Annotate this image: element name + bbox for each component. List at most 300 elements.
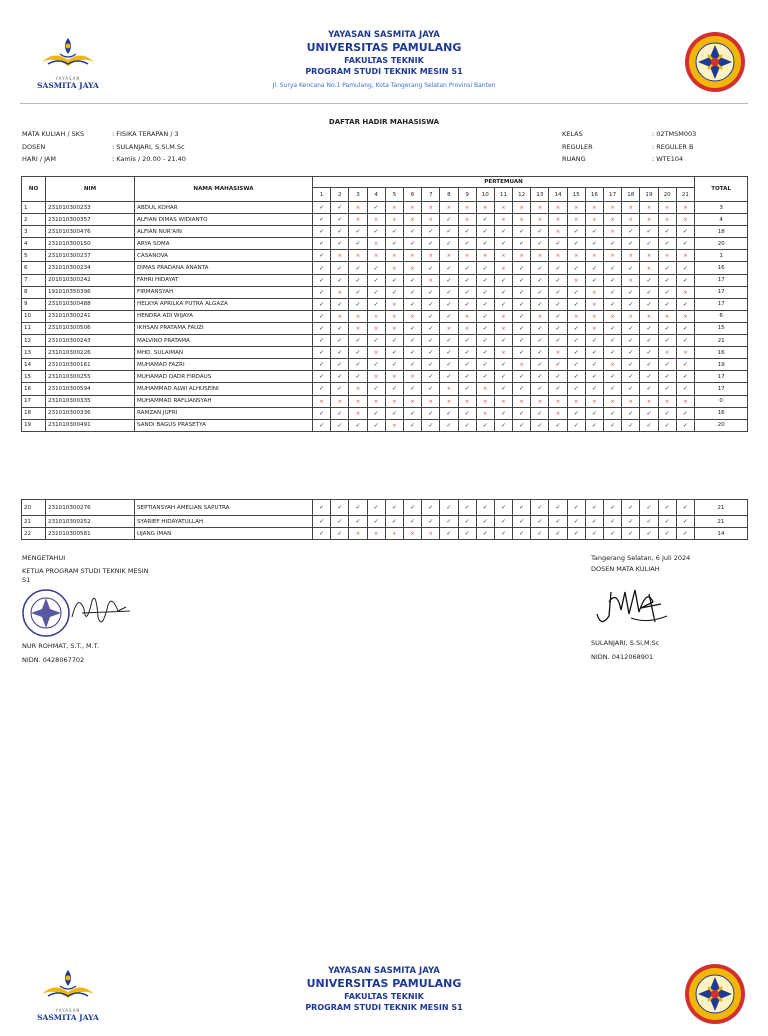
present-check-icon: ✓: [500, 228, 506, 236]
present-check-icon: ✓: [373, 361, 379, 369]
head-of-program-label-cont: S1: [22, 576, 31, 584]
present-check-icon: ✓: [591, 276, 597, 284]
absent-cross-icon: ×: [501, 205, 506, 212]
table-row: [22, 407, 748, 419]
student-name: FAHRI HIDAYAT: [135, 274, 313, 286]
absent-cross-icon: ×: [646, 313, 652, 320]
attendance-mark: [640, 238, 658, 250]
attendance-mark: [658, 238, 676, 250]
present-check-icon: ✓: [446, 216, 452, 224]
present-check-icon: ✓: [319, 204, 325, 212]
present-check-icon: ✓: [446, 409, 452, 417]
present-check-icon: ✓: [573, 385, 579, 393]
attendance-mark: [349, 250, 367, 262]
present-check-icon: ✓: [446, 373, 452, 381]
present-check-icon: ✓: [482, 324, 488, 332]
attendance-mark: [513, 419, 531, 431]
absent-cross-icon: ×: [446, 205, 451, 212]
attendance-mark: [640, 250, 658, 262]
present-check-icon: ✓: [537, 324, 543, 332]
student-name: SYARIEF HIDAYATULLAH: [135, 516, 313, 528]
absent-cross-icon: ×: [428, 217, 433, 224]
info-value: : REGULER B: [652, 142, 694, 151]
present-check-icon: ✓: [610, 409, 616, 417]
present-check-icon: ✓: [446, 264, 452, 272]
attendance-mark: [331, 500, 349, 516]
attendance-total: 21: [694, 516, 747, 528]
attendance-mark: [531, 528, 549, 540]
row-number: 8: [22, 286, 46, 298]
info-value: : 02TMSM003: [652, 130, 697, 138]
university-name: UNIVERSITAS PAMULANG: [306, 977, 462, 990]
attendance-total: 17: [695, 383, 748, 395]
absent-cross-icon: ×: [464, 313, 470, 320]
present-check-icon: ✓: [682, 228, 688, 236]
present-check-icon: ✓: [555, 240, 561, 248]
present-check-icon: ✓: [319, 264, 325, 272]
attendance-mark: [513, 395, 531, 407]
attendance-mark: [622, 347, 640, 359]
present-check-icon: ✓: [610, 300, 616, 308]
present-check-icon: ✓: [646, 385, 652, 393]
absent-cross-icon: ×: [574, 313, 579, 320]
present-check-icon: ✓: [519, 276, 525, 284]
attendance-mark: [422, 516, 440, 528]
attendance-total: 16: [695, 262, 748, 274]
present-check-icon: ✓: [628, 324, 634, 332]
absent-cross-icon: ×: [392, 253, 397, 260]
attendance-mark: [567, 395, 585, 407]
row-number: 11: [22, 322, 46, 334]
attendance-mark: [403, 286, 421, 298]
present-check-icon: ✓: [428, 409, 434, 417]
attendance-mark: [331, 322, 349, 334]
present-check-icon: ✓: [355, 518, 361, 525]
present-check-icon: ✓: [482, 288, 488, 296]
attendance-mark: [367, 500, 385, 516]
present-check-icon: ✓: [337, 361, 343, 369]
present-check-icon: ✓: [664, 300, 670, 308]
attendance-mark: [676, 262, 694, 274]
attendance-mark: [385, 407, 403, 419]
attendance-mark: [494, 226, 512, 238]
faculty-name: FAKULTAS TEKNIK: [344, 992, 424, 1001]
attendance-mark: [640, 298, 658, 310]
present-check-icon: ✓: [391, 504, 397, 511]
attendance-mark: [585, 298, 603, 310]
present-check-icon: ✓: [537, 288, 543, 296]
present-check-icon: ✓: [664, 373, 670, 381]
attendance-mark: [349, 335, 367, 347]
attendance-mark: [604, 407, 622, 419]
present-check-icon: ✓: [537, 228, 543, 236]
info-value: : WTE104: [652, 155, 684, 163]
attendance-mark: [349, 262, 367, 274]
attendance-mark: [331, 419, 349, 431]
attendance-mark: [531, 262, 549, 274]
attendance-mark: [367, 310, 385, 322]
present-check-icon: ✓: [573, 337, 579, 345]
present-check-icon: ✓: [428, 300, 434, 308]
present-check-icon: ✓: [319, 228, 325, 236]
attendance-mark: [622, 528, 640, 540]
present-check-icon: ✓: [610, 373, 616, 381]
attendance-mark: [403, 359, 421, 371]
attendance-mark: [349, 322, 367, 334]
attendance-mark: [458, 419, 476, 431]
attendance-mark: [403, 371, 421, 383]
logo-name: SASMITA JAYA: [37, 81, 99, 90]
attendance-mark: [349, 286, 367, 298]
student-nim: 231010300237: [46, 250, 135, 262]
attendance-mark: [331, 202, 349, 214]
attendance-mark: [640, 335, 658, 347]
attendance-mark: [476, 383, 494, 395]
attendance-mark: [531, 322, 549, 334]
attendance-mark: [513, 383, 531, 395]
row-number: 18: [22, 407, 46, 419]
attendance-mark: [385, 395, 403, 407]
attendance-mark: [640, 214, 658, 226]
present-check-icon: ✓: [646, 373, 652, 381]
absent-cross-icon: ×: [665, 350, 670, 357]
student-nim: 231010300335: [46, 395, 135, 407]
attendance-mark: [494, 500, 512, 516]
attendance-mark: [331, 262, 349, 274]
meeting-number: 6: [403, 188, 421, 202]
signature-left-block: [22, 554, 192, 665]
attendance-mark: [313, 262, 331, 274]
present-check-icon: ✓: [519, 300, 525, 308]
attendance-mark: [604, 202, 622, 214]
present-check-icon: ✓: [664, 240, 670, 248]
table-row: [22, 274, 748, 286]
table-row: [22, 419, 748, 431]
meeting-number: 3: [349, 188, 367, 202]
present-check-icon: ✓: [664, 228, 670, 236]
attendance-mark: [549, 274, 567, 286]
present-check-icon: ✓: [355, 337, 361, 345]
attendance-mark: [440, 274, 458, 286]
attendance-mark: [531, 250, 549, 262]
present-check-icon: ✓: [446, 276, 452, 284]
present-check-icon: ✓: [555, 337, 561, 345]
present-check-icon: ✓: [446, 504, 452, 511]
present-check-icon: ✓: [664, 530, 670, 537]
present-check-icon: ✓: [355, 504, 361, 511]
absent-cross-icon: ×: [392, 325, 397, 332]
attendance-mark: [567, 528, 585, 540]
attendance-mark: [313, 359, 331, 371]
attendance-mark: [385, 371, 403, 383]
attendance-mark: [440, 262, 458, 274]
student-nim: 231010300491: [46, 419, 135, 431]
attendance-mark: [440, 359, 458, 371]
present-check-icon: ✓: [482, 421, 488, 429]
attendance-mark: [513, 371, 531, 383]
attendance-mark: [513, 286, 531, 298]
table-row: [22, 322, 748, 334]
present-check-icon: ✓: [373, 409, 379, 417]
table-row: [22, 347, 748, 359]
absent-cross-icon: ×: [683, 289, 688, 296]
present-check-icon: ✓: [519, 228, 525, 236]
attendance-mark: [567, 335, 585, 347]
attendance-mark: [658, 310, 676, 322]
attendance-mark: [531, 383, 549, 395]
attendance-mark: [549, 347, 567, 359]
absent-cross-icon: ×: [355, 217, 361, 224]
present-check-icon: ✓: [373, 518, 379, 525]
present-check-icon: ✓: [628, 385, 634, 393]
present-check-icon: ✓: [391, 276, 397, 284]
present-check-icon: ✓: [664, 276, 670, 284]
present-check-icon: ✓: [646, 361, 652, 369]
absent-cross-icon: ×: [592, 398, 597, 405]
attendance-mark: [622, 226, 640, 238]
absent-cross-icon: ×: [392, 205, 397, 212]
present-check-icon: ✓: [391, 337, 397, 345]
present-check-icon: ✓: [464, 373, 470, 381]
present-check-icon: ✓: [573, 421, 579, 429]
absent-cross-icon: ×: [355, 386, 361, 393]
present-check-icon: ✓: [410, 349, 416, 357]
present-check-icon: ✓: [428, 421, 434, 429]
absent-cross-icon: ×: [592, 325, 597, 332]
attendance-total: 6: [695, 310, 748, 322]
present-check-icon: ✓: [500, 421, 506, 429]
absent-cross-icon: ×: [410, 253, 415, 260]
present-check-icon: ✓: [555, 324, 561, 332]
attendance-mark: [531, 500, 549, 516]
row-number: 17: [22, 395, 46, 407]
present-check-icon: ✓: [446, 228, 452, 236]
present-check-icon: ✓: [373, 276, 379, 284]
attendance-mark: [604, 347, 622, 359]
student-name: FIRMANSYAH: [135, 286, 313, 298]
student-name: ALFIAN NUR'AIN: [135, 226, 313, 238]
attendance-mark: [676, 500, 694, 516]
attendance-mark: [422, 238, 440, 250]
attendance-mark: [658, 419, 676, 431]
attendance-mark: [422, 407, 440, 419]
attendance-mark: [604, 322, 622, 334]
present-check-icon: ✓: [537, 240, 543, 248]
present-check-icon: ✓: [319, 385, 325, 393]
attendance-mark: [622, 419, 640, 431]
attendance-mark: [513, 347, 531, 359]
present-check-icon: ✓: [391, 228, 397, 236]
attendance-mark: [313, 238, 331, 250]
present-check-icon: ✓: [664, 409, 670, 417]
attendance-mark: [349, 226, 367, 238]
date-location: Tangerang Selatan, 6 Juli 2024: [591, 554, 691, 562]
absent-cross-icon: ×: [428, 531, 433, 537]
attendance-mark: [385, 298, 403, 310]
table-row: [22, 371, 748, 383]
attendance-mark: [676, 419, 694, 431]
row-number: 9: [22, 298, 46, 310]
attendance-mark: [604, 359, 622, 371]
attendance-mark: [640, 371, 658, 383]
attendance-mark: [622, 335, 640, 347]
present-check-icon: ✓: [591, 337, 597, 345]
present-check-icon: ✓: [591, 504, 597, 511]
attendance-mark: [349, 202, 367, 214]
absent-cross-icon: ×: [519, 253, 524, 260]
attendance-mark: [403, 262, 421, 274]
present-check-icon: ✓: [555, 300, 561, 308]
attendance-mark: [567, 274, 585, 286]
absent-cross-icon: ×: [464, 398, 470, 405]
student-name: SANDI BAGUS PRASETYA: [135, 419, 313, 431]
attendance-mark: [640, 383, 658, 395]
present-check-icon: ✓: [555, 421, 561, 429]
attendance-mark: [513, 310, 531, 322]
attendance-mark: [640, 516, 658, 528]
attendance-mark: [676, 359, 694, 371]
info-row: [562, 128, 696, 141]
attendance-mark: [476, 322, 494, 334]
attendance-mark: [476, 395, 494, 407]
attendance-mark: [385, 383, 403, 395]
student-name: MHD. SULAIMAN: [135, 347, 313, 359]
absent-cross-icon: ×: [555, 253, 561, 260]
attendance-mark: [676, 202, 694, 214]
meeting-number: 8: [440, 188, 458, 202]
present-check-icon: ✓: [573, 300, 579, 308]
absent-cross-icon: ×: [337, 289, 342, 296]
attendance-mark: [367, 407, 385, 419]
absent-cross-icon: ×: [374, 253, 379, 260]
present-check-icon: ✓: [355, 240, 361, 248]
attendance-mark: [622, 202, 640, 214]
university-name: UNIVERSITAS PAMULANG: [306, 41, 462, 54]
attendance-mark: [531, 371, 549, 383]
meeting-number: 13: [531, 188, 549, 202]
attendance-mark: [531, 286, 549, 298]
student-nim: 231010300161: [46, 359, 135, 371]
present-check-icon: ✓: [428, 349, 434, 357]
present-check-icon: ✓: [500, 288, 506, 296]
attendance-mark: [331, 214, 349, 226]
attendance-mark: [640, 286, 658, 298]
attendance-mark: [349, 516, 367, 528]
absent-cross-icon: ×: [574, 398, 579, 405]
attendance-mark: [313, 419, 331, 431]
present-check-icon: ✓: [319, 530, 325, 537]
attendance-mark: [422, 359, 440, 371]
present-check-icon: ✓: [610, 337, 616, 345]
present-check-icon: ✓: [682, 421, 688, 429]
absent-cross-icon: ×: [683, 205, 688, 212]
present-check-icon: ✓: [464, 530, 470, 537]
attendance-mark: [440, 322, 458, 334]
attendance-mark: [549, 286, 567, 298]
present-check-icon: ✓: [428, 240, 434, 248]
attendance-mark: [313, 516, 331, 528]
attendance-mark: [385, 419, 403, 431]
attendance-mark: [367, 202, 385, 214]
attendance-mark: [567, 226, 585, 238]
present-check-icon: ✓: [446, 337, 452, 345]
attendance-mark: [313, 371, 331, 383]
present-check-icon: ✓: [337, 409, 343, 417]
present-check-icon: ✓: [610, 288, 616, 296]
row-number: 20: [22, 500, 46, 516]
absent-cross-icon: ×: [446, 398, 451, 405]
meeting-number: 21: [676, 188, 694, 202]
attendance-mark: [585, 347, 603, 359]
present-check-icon: ✓: [591, 373, 597, 381]
absent-cross-icon: ×: [646, 253, 652, 260]
present-check-icon: ✓: [355, 276, 361, 284]
attendance-mark: [367, 528, 385, 540]
student-nim: 231010300233: [46, 202, 135, 214]
attendance-mark: [403, 322, 421, 334]
col-header-meetings: PERTEMUAN: [313, 177, 695, 188]
table-row: [22, 310, 748, 322]
present-check-icon: ✓: [482, 228, 488, 236]
info-label: HARI / JAM: [22, 155, 56, 163]
present-check-icon: ✓: [446, 288, 452, 296]
attendance-mark: [458, 335, 476, 347]
attendance-mark: [622, 395, 640, 407]
present-check-icon: ✓: [591, 240, 597, 248]
attendance-mark: [385, 262, 403, 274]
row-number: 3: [22, 226, 46, 238]
present-check-icon: ✓: [628, 409, 634, 417]
attendance-mark: [658, 335, 676, 347]
attendance-mark: [658, 371, 676, 383]
present-check-icon: ✓: [628, 228, 634, 236]
attendance-mark: [640, 202, 658, 214]
present-check-icon: ✓: [410, 240, 416, 248]
program-stamp-signature-icon: [22, 587, 142, 639]
attendance-mark: [422, 500, 440, 516]
attendance-mark: [422, 226, 440, 238]
absent-cross-icon: ×: [501, 325, 506, 332]
attendance-mark: [513, 262, 531, 274]
attendance-mark: [440, 419, 458, 431]
attendance-mark: [622, 238, 640, 250]
attendance-mark: [567, 359, 585, 371]
meeting-number: 5: [385, 188, 403, 202]
attendance-mark: [367, 238, 385, 250]
attendance-total: 17: [695, 298, 748, 310]
present-check-icon: ✓: [500, 240, 506, 248]
present-check-icon: ✓: [410, 276, 416, 284]
present-check-icon: ✓: [664, 421, 670, 429]
university-address: Jl. Surya Kencana No.1 Pamulang, Kota Tangerang Selatan Provinsi Banten: [272, 82, 496, 89]
attendance-mark: [422, 286, 440, 298]
attendance-mark: [440, 202, 458, 214]
present-check-icon: ✓: [555, 312, 561, 320]
present-check-icon: ✓: [373, 288, 379, 296]
absent-cross-icon: ×: [628, 398, 633, 405]
present-check-icon: ✓: [519, 288, 525, 296]
attendance-mark: [676, 274, 694, 286]
table-row: [22, 359, 748, 371]
attendance-mark: [513, 250, 531, 262]
attendance-mark: [403, 298, 421, 310]
attendance-total: 21: [694, 500, 747, 516]
present-check-icon: ✓: [373, 385, 379, 393]
absent-cross-icon: ×: [646, 205, 652, 212]
attendance-mark: [476, 238, 494, 250]
absent-cross-icon: ×: [464, 325, 470, 332]
present-check-icon: ✓: [573, 504, 579, 511]
